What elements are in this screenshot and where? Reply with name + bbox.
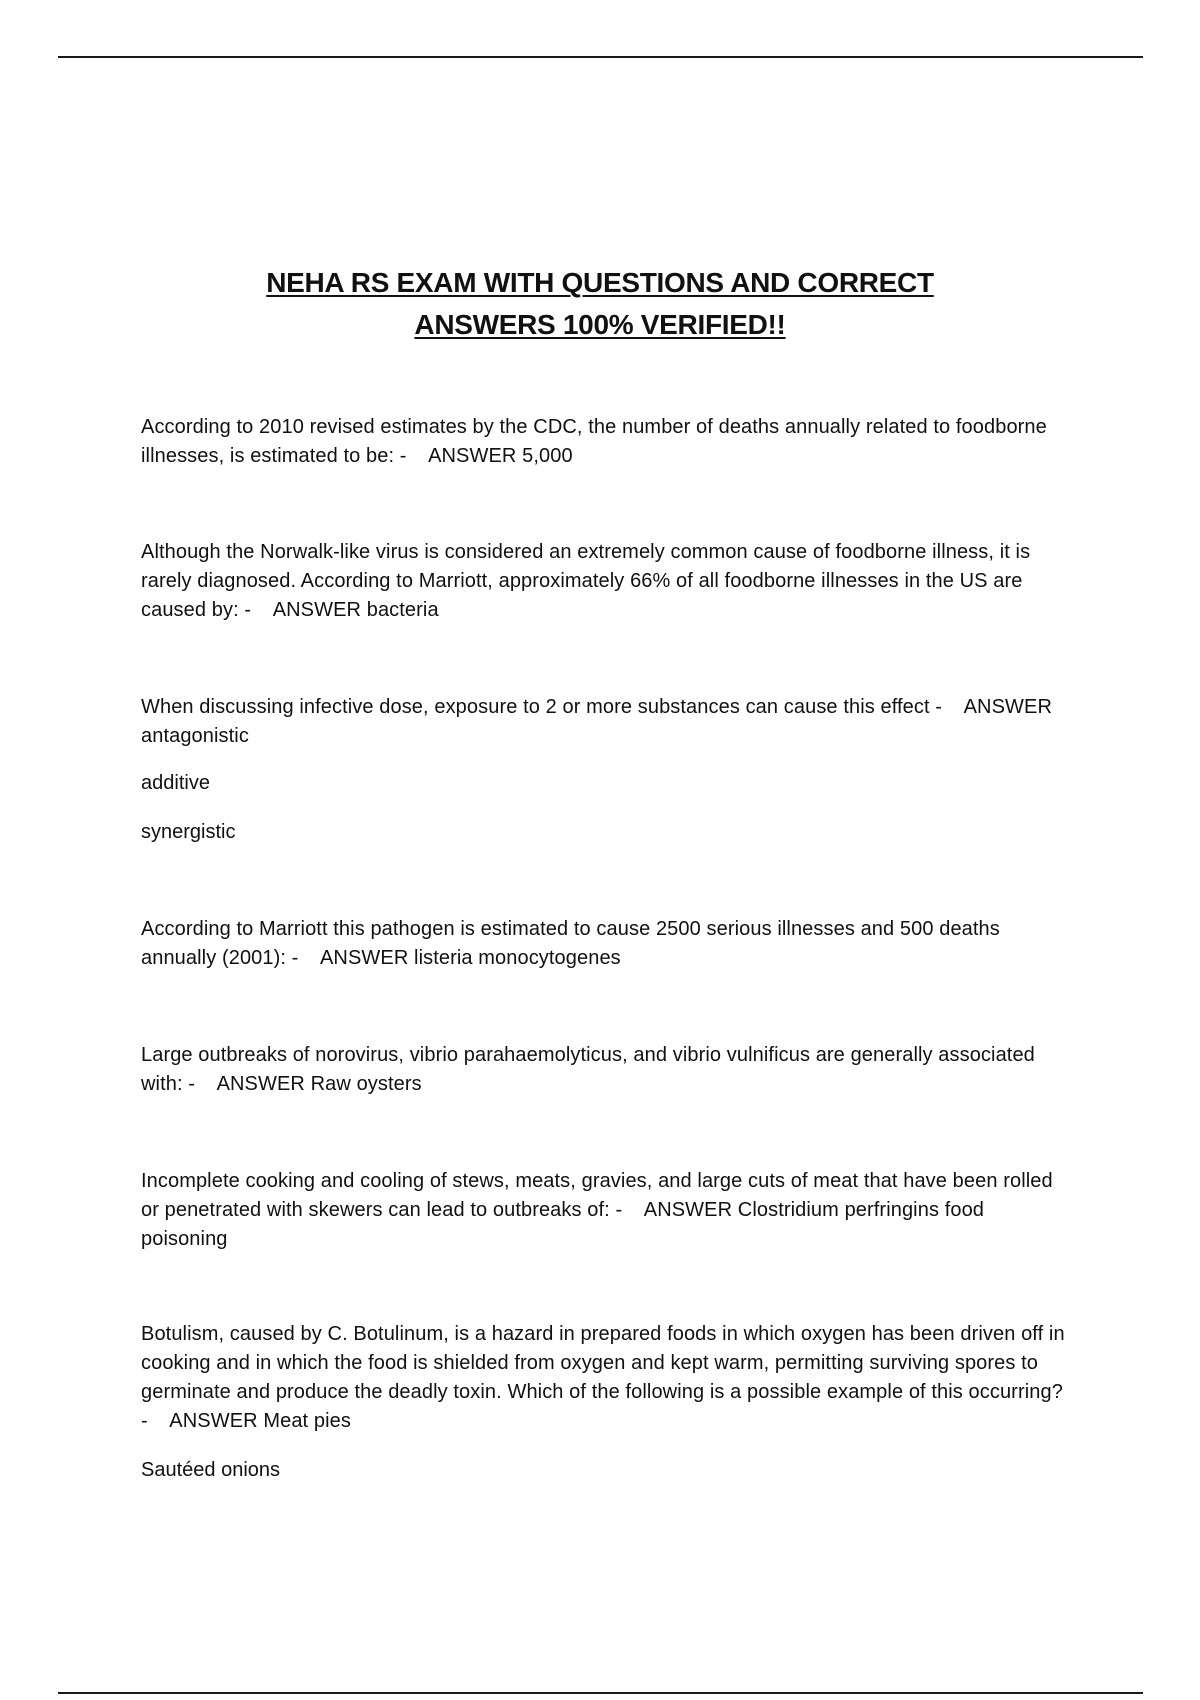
option-additive: additive — [141, 772, 210, 794]
option-sauteed-onions: Sautéed onions — [141, 1459, 281, 1481]
title-line-1: NEHA RS EXAM WITH QUESTIONS AND CORRECT — [266, 267, 934, 298]
answer-text: ANSWER antagonistic — [141, 696, 1052, 747]
question-text: According to Marriott this pathogen is estimated to cause 2500 serious illnesses and 500 deaths annually (2001): - — [141, 918, 1000, 969]
qa-item-4 — [141, 915, 1071, 973]
option-synergistic: synergistic — [141, 821, 236, 843]
qa-item-3 — [141, 693, 1071, 751]
qa-item-2 — [141, 538, 1071, 625]
qa-item-6 — [141, 1167, 1071, 1254]
qa-item-7 — [141, 1320, 1071, 1436]
bottom-rule — [58, 1692, 1143, 1694]
answer-text: ANSWER listeria monocytogenes — [319, 947, 621, 969]
question-text: According to 2010 revised estimates by the CDC, the number of deaths annually related to foodborne illnesses, is estimated to be: - — [141, 416, 1047, 467]
question-text: Incomplete cooking and cooling of stews, meats, gravies, and large cuts of meat that have been rolled or penetrated with skewers can lead to outbreaks of: - — [141, 1170, 1053, 1221]
top-rule — [58, 56, 1143, 58]
answer-text: ANSWER bacteria — [272, 599, 439, 621]
qa-item-1 — [141, 413, 1071, 471]
answer-text: ANSWER Raw oysters — [216, 1073, 422, 1095]
title-line-2: ANSWERS 100% VERIFIED!! — [414, 309, 786, 340]
question-text: Botulism, caused by C. Botulinum, is a hazard in prepared foods in which oxygen has been driven off in cooking and in which the food is shielded from oxygen and kept warm, permitting surviving spores to germinate and produce the deadly toxin. Which of the following is a possible example of this occurring? - — [141, 1323, 1065, 1432]
question-text: When discussing infective dose, exposure to 2 or more substances can cause this effect - — [141, 696, 943, 718]
question-text: Although the Norwalk-like virus is considered an extremely common cause of foodborne illness, it is rarely diagnosed. According to Marriott, approximately 66% of all foodborne illnesses in the US are caused by: - — [141, 541, 1031, 621]
page-title — [140, 262, 1060, 346]
answer-text: ANSWER Meat pies — [169, 1410, 351, 1432]
answer-text: ANSWER Clostridium perfringins food poisoning — [141, 1199, 985, 1250]
qa-item-5 — [141, 1041, 1071, 1099]
question-text: Large outbreaks of norovirus, vibrio parahaemolyticus, and vibrio vulnificus are generally associated with: - — [141, 1044, 1035, 1095]
answer-text: ANSWER 5,000 — [428, 445, 573, 467]
